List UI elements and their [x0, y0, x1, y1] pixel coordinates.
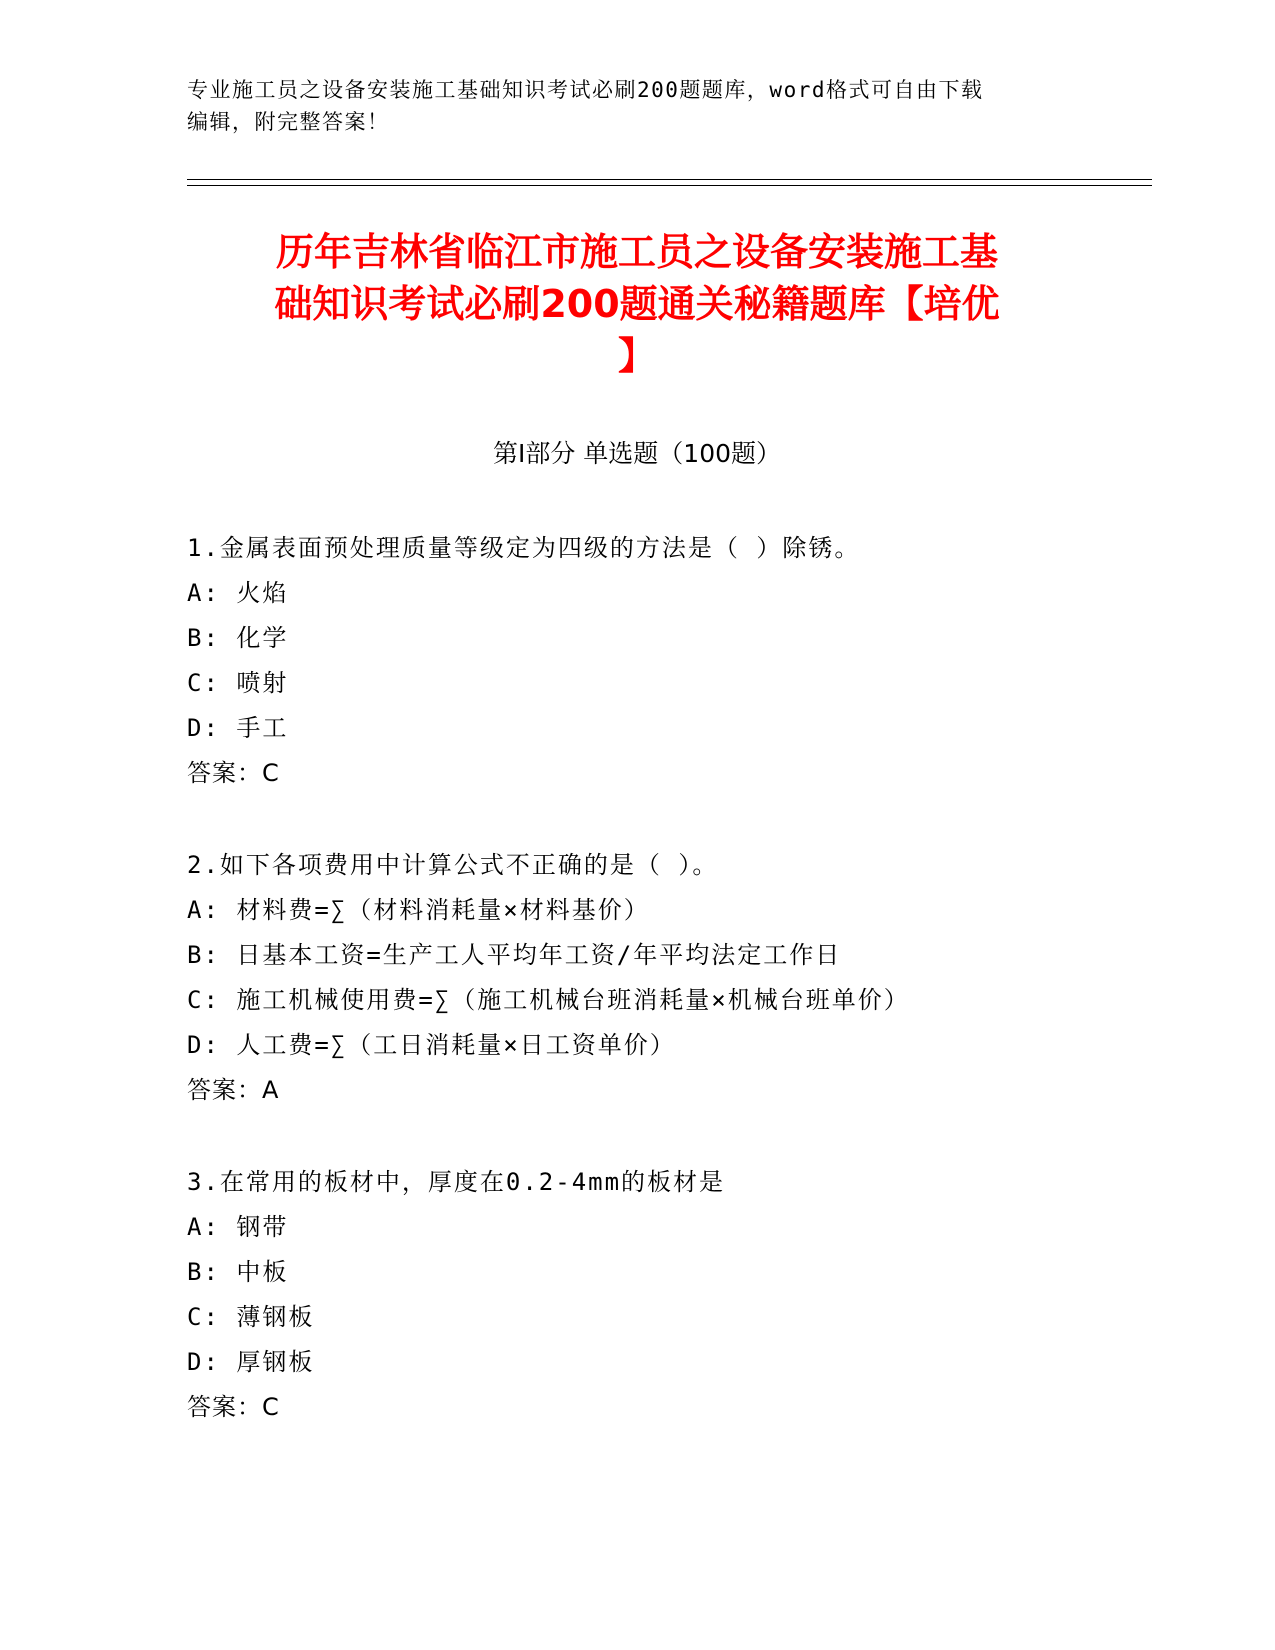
option-d: D: 人工费=∑（工日消耗量×日工资单价） [187, 1031, 676, 1059]
header-note-line-2: 编辑，附完整答案！ [187, 110, 390, 134]
option-c: C: 薄钢板 [187, 1303, 315, 1331]
question-3 [187, 1160, 1147, 1430]
option-a: A: 材料费=∑（材料消耗量×材料基价） [187, 896, 650, 924]
document-title-line-3: 】 [617, 334, 656, 378]
option-c: C: 施工机械使用费=∑（施工机械台班消耗量×机械台班单价） [187, 986, 910, 1014]
document-title-line-2: 础知识考试必刷200题通关秘籍题库【培优 [274, 282, 1000, 326]
question-stem: 3.在常用的板材中，厚度在0.2-4mm的板材是 [187, 1168, 726, 1196]
question-2 [187, 843, 1147, 1113]
answer: 答案：C [187, 759, 280, 787]
option-b: B: 化学 [187, 624, 289, 652]
section-title: 第Ⅰ部分 单选题（100题） [492, 439, 782, 468]
option-c: C: 喷射 [187, 669, 289, 697]
question-stem: 2.如下各项费用中计算公式不正确的是（ ）。 [187, 851, 719, 879]
option-a: A: 火焰 [187, 579, 289, 607]
header-note [187, 74, 1087, 138]
header-divider-bottom [187, 185, 1152, 186]
answer: 答案：A [187, 1076, 280, 1104]
option-d: D: 厚钢板 [187, 1348, 315, 1376]
document-title [187, 226, 1087, 382]
question-stem: 1.金属表面预处理质量等级定为四级的方法是（ ）除锈。 [187, 534, 861, 562]
header-note-line-1: 专业施工员之设备安装施工基础知识考试必刷200题题库，word格式可自由下载 [187, 78, 984, 102]
answer: 答案：C [187, 1393, 280, 1421]
option-b: B: 中板 [187, 1258, 289, 1286]
option-a: A: 钢带 [187, 1213, 289, 1241]
option-b: B: 日基本工资=生产工人平均年工资/年平均法定工作日 [187, 941, 842, 969]
question-1 [187, 526, 1147, 796]
header-divider-top [187, 179, 1152, 180]
document-title-line-1: 历年吉林省临江市施工员之设备安装施工基 [275, 230, 998, 274]
option-d: D: 手工 [187, 714, 289, 742]
question-list [187, 526, 1147, 1477]
